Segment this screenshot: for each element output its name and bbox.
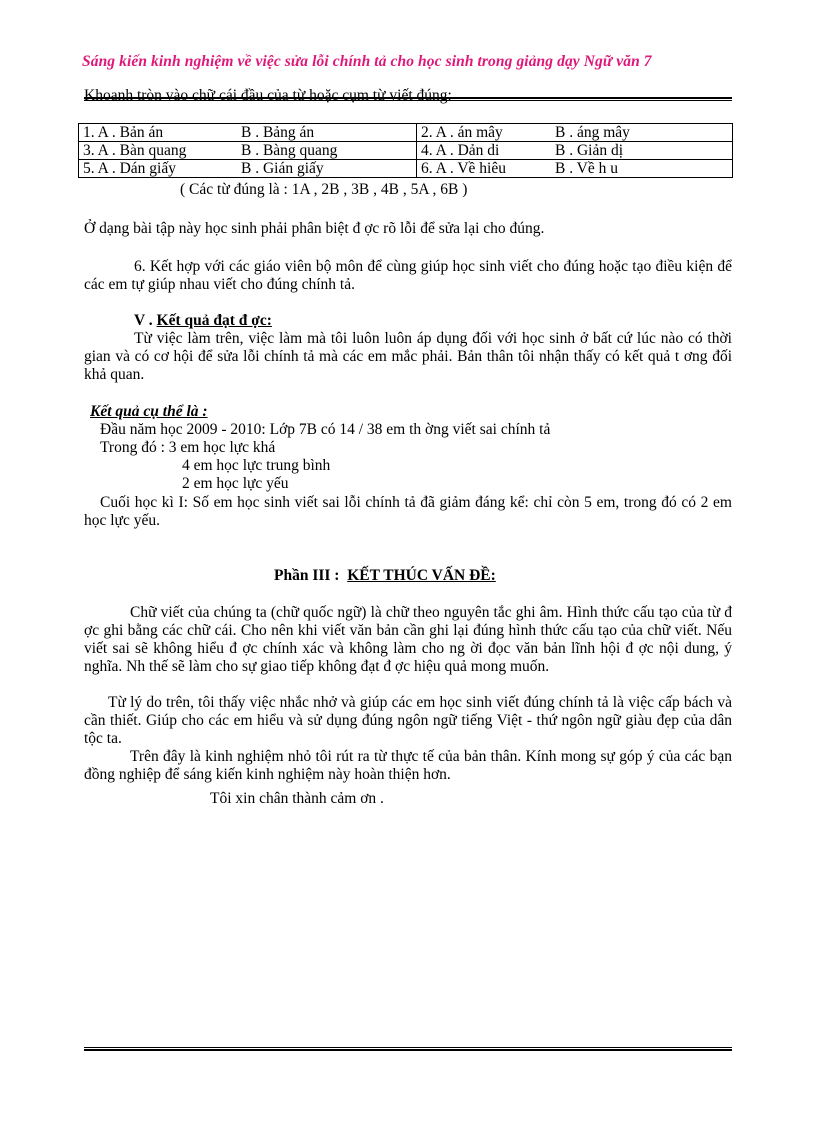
table-row (79, 160, 733, 178)
option-a: 6. A . Về hiêu (421, 160, 506, 177)
part-label: Phần III : (274, 567, 340, 584)
option-a: 2. A . án mây (421, 124, 503, 141)
table-cell (79, 124, 417, 142)
conclusion-paragraph: Chữ viết của chúng ta (chữ quốc ngữ) là chữ theo nguyên tắc ghi âm. Hình thức cấu tạo của từ đ ợc ghi bằng các chữ cái. Cho nên khi viết văn bản cần ghi lại đúng hình thức cấu tạo của chữ viết. Nếu viết sai sẽ không hiểu đ ợc chính xác và không làm cho ng ời đọc văn bản lĩnh hội đ ợc nội dung, ý nghĩa. Nh thế sẽ làm cho sự giao tiếp không đạt đ ợc hiệu quả mong muốn. (84, 604, 732, 675)
section-title: Kết quả đạt đ ợc: (156, 312, 272, 329)
header-divider (84, 97, 732, 101)
option-a: 1. A . Bản án (83, 124, 164, 141)
section-v-body: Từ việc làm trên, việc làm mà tôi luôn luôn áp dụng đối với học sinh ở bất cứ lúc nào có thời gian và có cơ hội để sửa lỗi chính tả mà các em mắc phải. Bản thân tôi nhận thấy có kết quả t ơng đối khả quan. (84, 330, 732, 383)
results-line: Trong đó : 3 em học lực khá (100, 439, 276, 456)
option-b: B . Giản dị (555, 142, 624, 159)
exercise-note: Ở dạng bài tập này học sinh phải phân biệt đ ợc rõ lỗi để sửa lại cho đúng. (84, 220, 545, 237)
results-line: Đầu năm học 2009 - 2010: Lớp 7B có 14 / 38 em th ờng viết sai chính tả (100, 421, 551, 438)
table-cell (79, 160, 417, 178)
option-b: B . Bảng án (241, 124, 315, 141)
table-cell (417, 124, 733, 142)
exercise-instruction: Khoanh tròn vào chữ cái đầu của từ hoặc cụm từ viết đúng: (84, 87, 452, 104)
option-a: 4. A . Dản di (421, 142, 500, 159)
section-v-heading (134, 312, 272, 330)
conclusion-paragraph: Trên đây là kinh nghiệm nhỏ tôi rút ra từ thực tế của bản thân. Kính mong sự góp ý của các bạn đồng nghiệp để sáng kiến kinh nghiệm này hoàn thiện hơn. (84, 748, 732, 783)
table-row (79, 142, 733, 160)
option-b: B . áng mây (555, 124, 630, 141)
option-a: 5. A . Dán giấy (83, 160, 176, 177)
table-cell (417, 160, 733, 178)
answer-key: ( Các từ đúng là : 1A , 2B , 3B , 4B , 5A , 6B ) (180, 181, 468, 198)
conclusion-paragraph: Từ lý do trên, tôi thấy việc nhắc nhở và giúp các em học sinh viết đúng chính tả là việc cấp bách và cần thiết. Giúp cho các em hiểu và sử dụng đúng ngôn ngữ tiếng Việt - thứ ngôn ngữ giàu đẹp của dân tộc ta. (84, 694, 732, 747)
table-cell (79, 142, 417, 160)
part-title: KẾT THÚC VẤN ĐỀ: (347, 567, 496, 584)
results-closing-paragraph: Cuối học kì I: Số em học sinh viết sai lỗi chính tả đã giảm đáng kể: chỉ còn 5 em, trong đó có 2 em học lực yếu. (84, 494, 732, 529)
part-iii-heading (274, 567, 496, 585)
results-heading: Kết quả cụ thể là : (90, 403, 208, 420)
item-6-paragraph: 6. Kết hợp với các giáo viên bộ môn để cùng giúp học sinh viết cho đúng hoặc tạo điều kiện để các em tự giúp nhau viết cho đúng chính tả. (84, 258, 732, 293)
results-line: 4 em học lực trung bình (182, 457, 331, 474)
option-b: B . Gián giấy (241, 160, 324, 177)
table-cell (417, 142, 733, 160)
thanks-line: Tôi xin chân thành cảm ơn . (210, 790, 384, 807)
option-b: B . Bàng quang (241, 142, 338, 159)
option-a: 3. A . Bàn quang (83, 142, 187, 159)
spelling-exercise-table (78, 123, 733, 178)
footer-divider (84, 1047, 732, 1051)
section-number: V . (134, 312, 153, 329)
document-header-title: Sáng kiến kinh nghiệm về việc sửa lỗi chính tả cho học sinh trong giảng dạy Ngữ văn 7 (82, 53, 652, 70)
table-row (79, 124, 733, 142)
results-line: 2 em học lực yếu (182, 475, 289, 492)
option-b: B . Về h u (555, 160, 619, 177)
